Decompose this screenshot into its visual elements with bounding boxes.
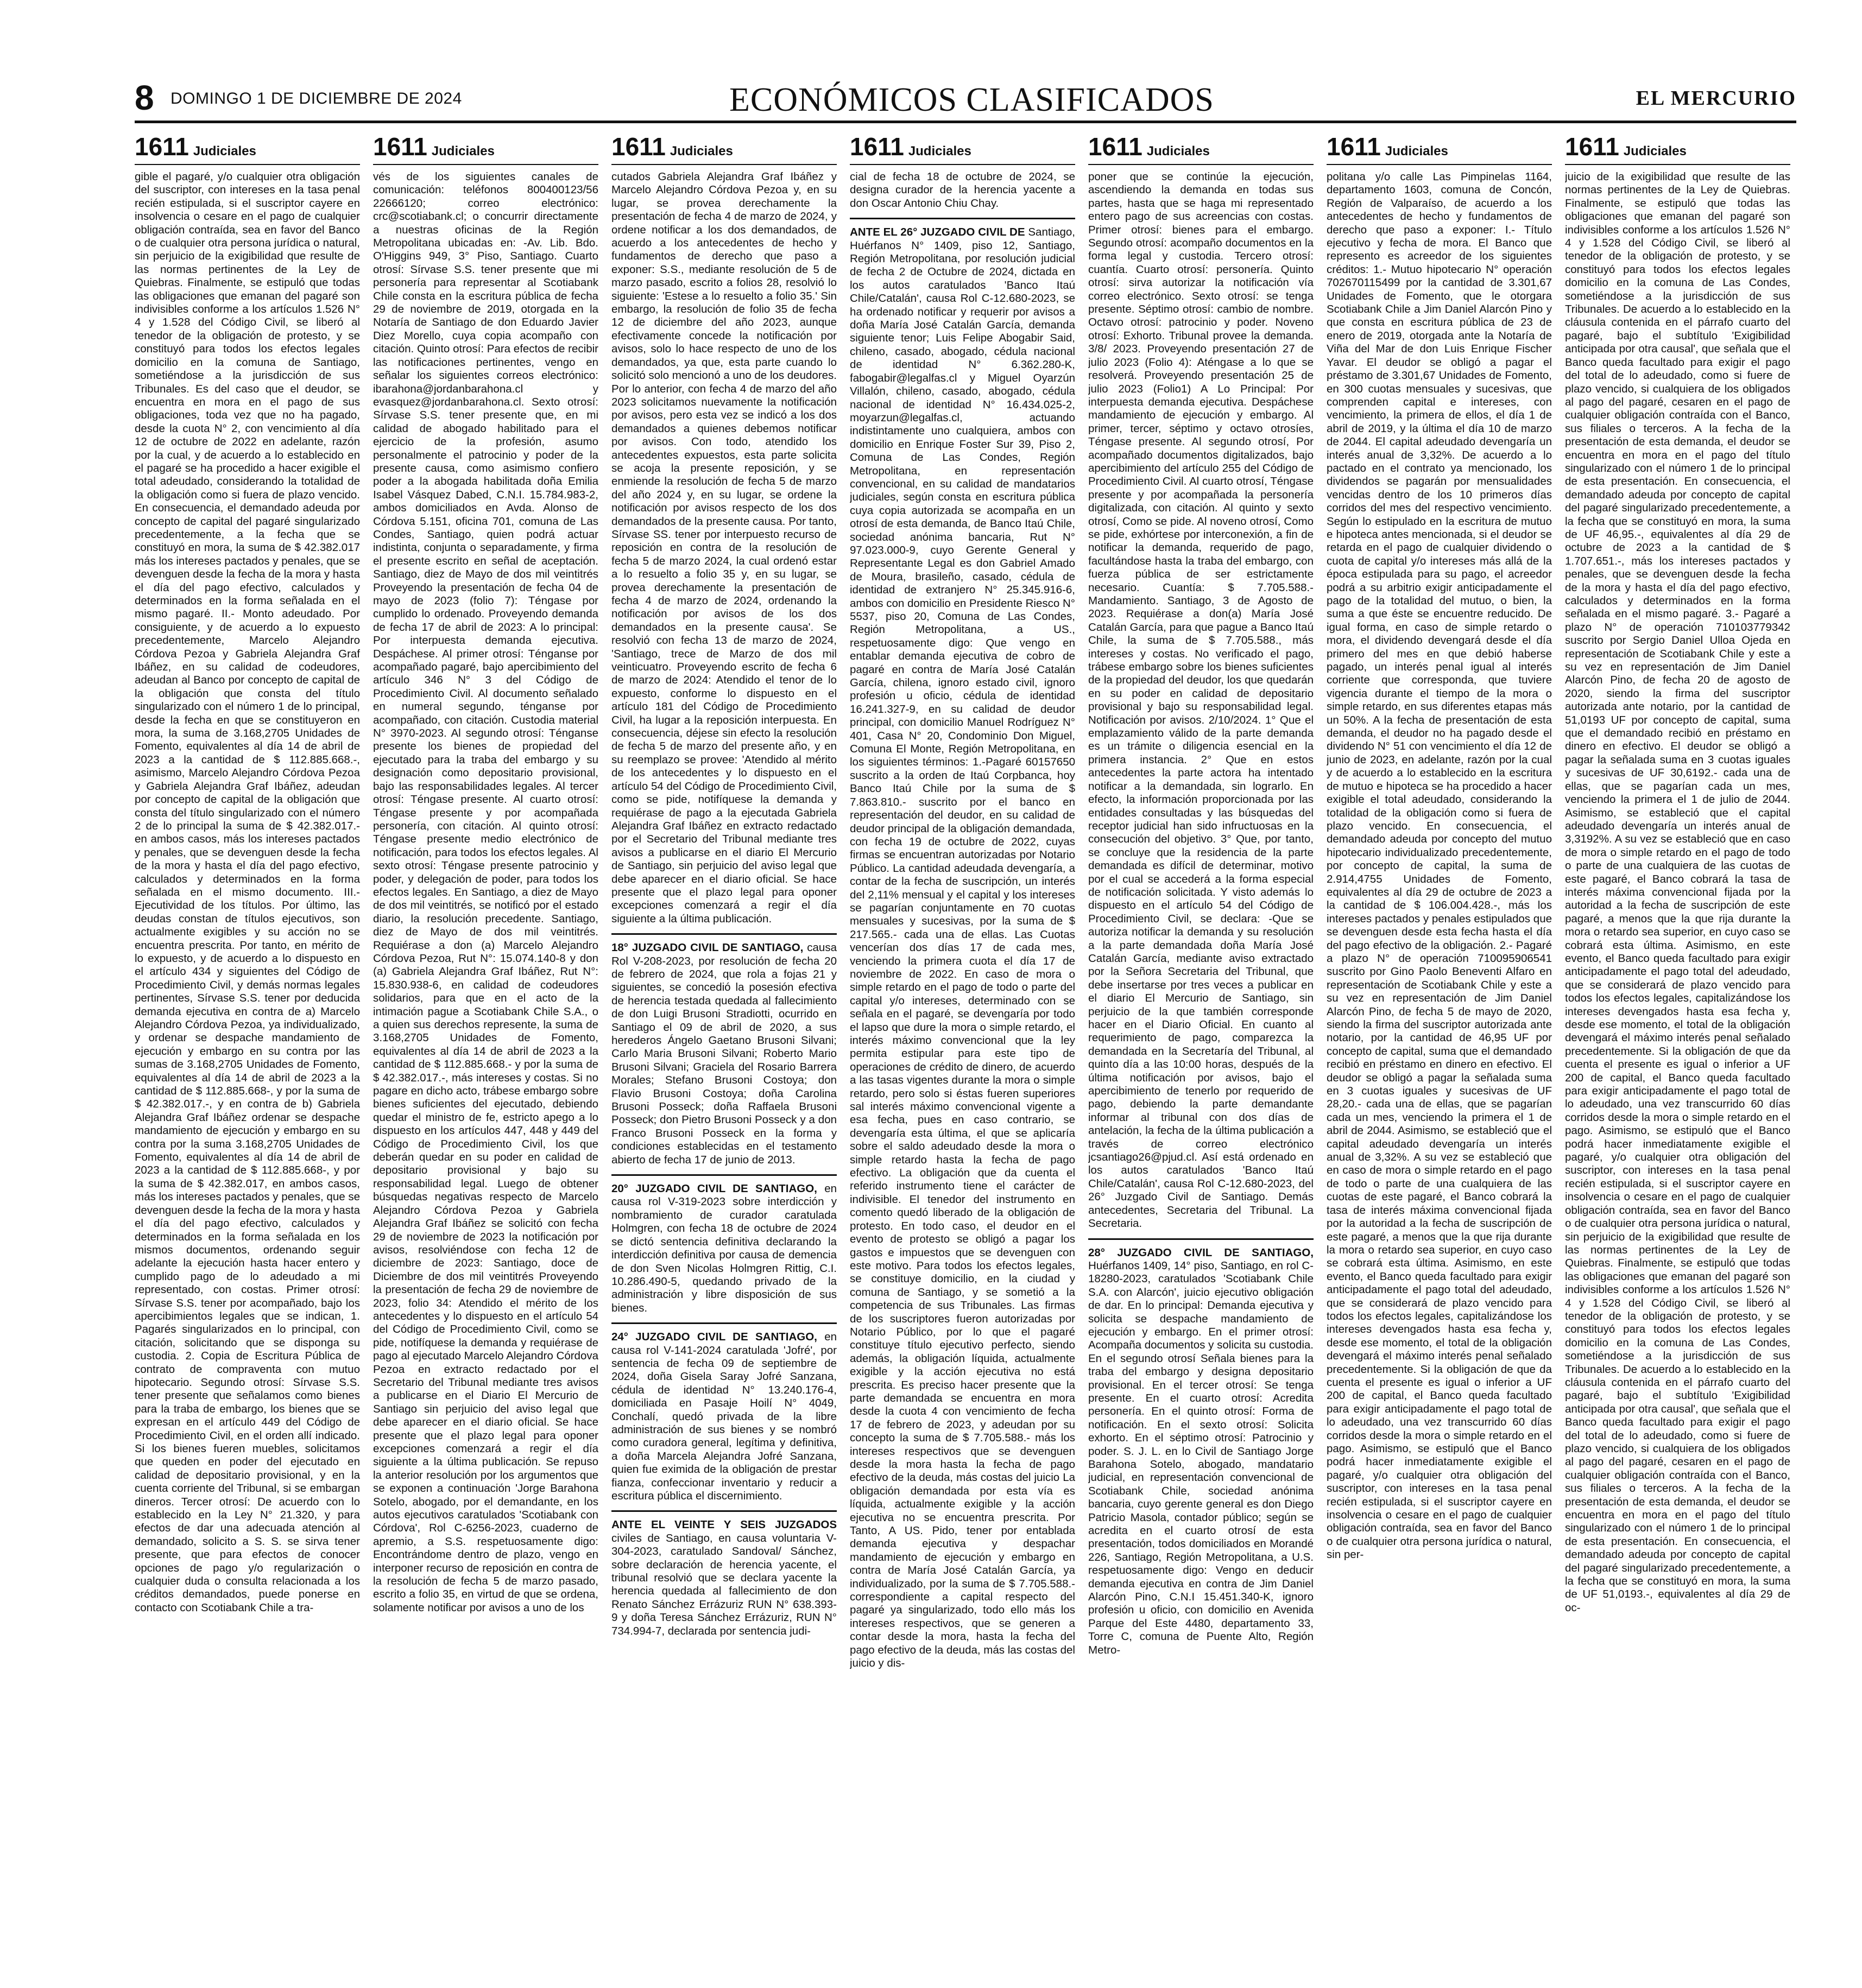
column-body [135,170,360,1615]
notice-text: Huérfanos 1409, 14° piso, Santiago, en rol C-18280-2023, caratulados 'Scotiabank Chile S.A. con Alarcón', juicio ejecutivo obligación de dar. En lo principal: Demanda ejecutiva y solicita se despache mandamiento de ejecución y embargo. En el primer otrosí: Acompaña documentos y solicita su custodia. En el segundo otrosí Señala bienes para la traba del embargo y designa depositario provisional. En el tercer otrosí: Se tenga presente. En el cuarto otrosí: Acredita personería. En el quinto otrosí: Forma de notificación. En el sexto otrosí: Solicita exhorto. En el séptimo otrosí: Patrocinio y poder. S. J. L. en lo Civil de Santiago Jorge Barahona Sotelo, abogado, mandatario judicial, en representación convencional de Scotiabank Chile, sociedad anónima bancaria, cuyo gerente general es don Diego Patricio Masola, contador público; según se acredita en el cuarto otrosí de esta presentación, todos domiciliados en Morandé 226, Santiago, Región Metropolitana, a U.S. respetuosamente digo: Vengo en deducir demanda ejecutiva en contra de Jim Daniel Alarcón Pino, C.N.I 15.451.340-K, ignoro profesión u oficio, con domicilio en Avenida Parque del Este 4480, departamento 33, Torre C, comuna de Puente Alto, Región Metro- [1088,1259,1314,1656]
category-label: Judiciales [670,144,733,159]
column-body [1565,170,1790,1615]
notice-text: politana y/o calle Las Pimpinelas 1164, departamento 1603, comuna de Concón, Región de Valparaíso, de acuerdo a los antecedentes de hecho y fundamentos de derecho que paso a exponer: I.- Título ejecutivo y fecha de mora. El Banco que represento es acreedor de los siguientes créditos: 1.- Mutuo hipotecario N° operación 702670115499 por la cantidad de 3.301,67 Unidades de Fomento, que le otorgara Scotiabank Chile a Jim Daniel Alarcón Pino y que consta en escritura pública de 23 de enero de 2019, otorgada ante la Notaría de Viña del Mar de don Luis Enrique Fischer Yavar. El deudor se obligó a pagar el préstamo de 3.301,67 Unidades de Fomento, en 300 cuotas mensuales y sucesivas, que comprenden capital e intereses, con vencimiento, la primera de ellos, el día 1 de abril de 2019, y la última el día 10 de marzo de 2044. El capital adeudado devengaría un interés anual de 3,32%. De acuerdo a lo pactado en el contrato ya mencionado, los dividendos se pagarán por mensualidades vencidas dentro de los 10 primeros días corridos del mes del respectivo vencimiento. Según lo estipulado en la escritura de mutuo e hipoteca antes mencionada, si el deudor se retarda en el pago de cualquier dividendo o cuota de capital y/o intereses más allá de la época estipulada para su pago, el acreedor podrá a su arbitrio exigir anticipadamente el pago de la totalidad del mutuo, o bien, la suma a que éste se encuentre reducido. De igual forma, en caso de simple retardo o mora, el dividendo devengará desde el día primero del mes en que debió haberse pagado, un interés penal igual al interés corriente que corresponda, que tuviere vigencia durante el tiempo de la mora o simple retardo, en sus diferentes etapas más un 50%. A la fecha de presentación de esta demanda, el deudor no ha pagado desde el dividendo N° 51 con vencimiento el día 12 de junio de 2023, en adelante, razón por la cual y de acuerdo a lo establecido en la escritura de mutuo e hipoteca se ha procedido a hacer exigible el total adeudado, considerando la totalidad de la obligación como si fuera de plazo vencido. En consecuencia, el demandado adeuda por concepto del mutuo hipotecario individualizado precedentemente, por concepto de capital, la suma de 2.914,4755 Unidades de Fomento, equivalentes al día 29 de octubre de 2023 a la cantidad de $ 106.004.428.-, más los intereses pactados y penales estipulados que se devenguen desde esta fecha hasta el día del pago efectivo de la obligación. 2.- Pagaré a plazo N° de operación 710095906541 suscrito por Gino Paolo Beneventi Alfaro en representación de Scotiabank Chile y este a su vez en representación de Jim Daniel Alarcón Pino, de fecha 5 de mayo de 2020, siendo la firma del suscriptor autorizada ante notario, por la cantidad de 46,95 UF por concepto de capital, suma que el demandado recibió en préstamo en dinero en efectivo. El deudor se obligó a pagar la señalada suma en 3 cuotas iguales y sucesivas de UF 28,20.- cada una de ellas, que se pagarían cada un mes, venciendo la primera el 1 de abril de 2044. Asimismo, se estableció que el capital adeudado devengaría un interés anual de 3,32%. A su vez se estableció que en caso de mora o simple retardo en el pago de todo o parte de una cualquiera de las cuotas de este pagaré, el Banco cobrará la tasa de interés máxima convencional fijada por la autoridad a la fecha de suscripción de este pagaré, a menos que la que rija durante la mora o retardo sea superior, en cuyo caso se cobrará esta última. Asimismo, en este evento, el Banco queda facultado para exigir anticipadamente el pago total del adeudado, que se considerará de plazo vencido para todos los efectos legales, capitalizándose los intereses devengados hasta esa fecha y, desde ese momento, el total de la obligación devengará el máximo interés penal señalado precedentemente. Si la obligación de que da cuenta el presente es igual o inferior a UF 200 de capital, el Banco queda facultado para exigir anticipadamente el pago total de lo adeudado, una vez transcurrido 60 días corridos desde la mora o simple retardo en el pago. Asimismo, se estipuló que el Banco podrá hacer inmediatamente exigible el pagaré, y/o cualquier otra obligación del suscriptor, con intereses en la tasa penal recién estipulada, si el suscriptor cayere en insolvencia o cesare en el pago de cualquier obligación contraída, sea en favor del Banco o de cualquier otra persona jurídica o natural, sin per- [1327,170,1552,1561]
column-body [850,170,1075,1670]
column-body [611,170,837,1638]
notice-text: en causa rol V-141-2024 caratulada 'Jofré', por sentencia de fecha 09 de septiembre de 2024, doña Gisela Saray Jofré Sanzana, cédula de identidad N° 13.240.176-4, domiciliada en Pasaje Hoilí N° 4049, Conchalí, quedó privada de la libre administración de sus bienes y se nombró como curadora general, legítima y definitiva, a doña Marcela Alejandra Jofré Sanzana, quien fue eximida de la obligación de prestar fianza, confeccionar inventario y reducir a escritura pública el discernimiento. [611,1331,837,1502]
newspaper-name: EL MERCURIO [1636,87,1796,110]
column-4 [850,130,1075,1976]
legal-notice [850,170,1075,210]
legal-notice [1327,170,1552,1562]
category-code: 1611 [1088,132,1143,161]
category-code: 1611 [135,132,189,161]
column-body [1088,170,1314,1657]
notice-text: civiles de Santiago, en causa voluntaria V-304-2023, caratulado Sandoval/ Sánchez, sobre declaración de herencia yacente, el tribunal resolvió que se declara yacente la herencia quedada al fallecimiento de don Renato Sánchez Errázuriz RUN N° 638.393-9 y doña Teresa Sánchez Errázuriz, RUN N° 734.994-7, declarada por sentencia judi- [611,1531,837,1637]
column-1 [135,130,360,1976]
notice-title: ANTE EL 26° JUZGADO CIVIL DE [850,226,1025,239]
notice-text: juicio de la exigibilidad que resulte de las normas pertinentes de la Ley de Quiebras. Finalmente, se estipuló que todas las obligaciones que emanan del pagaré son indivisibles conforme a los artículos 1.526 N° 4 y 1.528 del Código Civil, se liberó al tenedor de la obligación de protesto, y se constituyó para todos los efectos legales domicilio en la comuna de Las Condes, sometiéndose a la jurisdicción de sus Tribunales. De acuerdo a lo establecido en la cláusula contenida en el párrafo cuarto del pagaré, bajo el subtítulo 'Exigibilidad anticipada por otra causal', que señala que el Banco queda facultado para exigir el pago del total de lo adeudado, como si fuere de plazo vencido, si cualquiera de los obligados al pago del pagaré, cesaren en el pago de cualquier obligación contraída con el Banco, sus filiales o terceros. A la fecha de la presentación de esta demanda, el deudor se encuentra en mora en el pago del título singularizado con el número 1 de lo principal de esta presentación. En consecuencia, el demandado adeuda por concepto de capital del pagaré singularizado precedentemente, a la fecha que se constituyó en mora, la suma de UF 46,95.-, equivalentes al día 29 de octubre de 2023 a la cantidad de $ 1.707.651.-, más los intereses pactados y penales, que se devenguen desde la fecha de la mora y hasta el día del pago efectivo, calculados y determinados en la forma señalada en el mismo pagaré. 3.- Pagaré a plazo N° de operación 710103779342 suscrito por Sergio Daniel Ulloa Ojeda en representación de Scotiabank Chile y este a su vez en representación de Jim Daniel Alarcón Pino, de fecha 20 de agosto de 2020, siendo la firma del suscriptor autorizada ante notario, por la cantidad de 51,0193 UF por concepto de capital, suma que el demandado recibió en préstamo en dinero en efectivo. El deudor se obligó a pagar la señalada suma en 3 cuotas iguales y sucesivas de UF 30,6192.- cada una de ellas, que se pagarían cada un mes, venciendo la primera el 1 de julio de 2044. Asimismo, se estableció que el capital adeudado devengaría un interés anual de 3,3192%. A su vez se estableció que en caso de mora o simple retardo en el pago de todo o parte de una cualquiera de las cuotas de este pagaré, el Banco cobrará la tasa de interés máxima convencional fijada por la autoridad a la fecha de suscripción de este pagaré, a menos que la que rija durante la mora o retardo sea superior, en cuyo caso se cobrará esta última. Asimismo, en este evento, el Banco queda facultado para exigir anticipadamente el pago total del adeudado, que se considerará de plazo vencido para todos los efectos legales, capitalizándose los intereses devengados hasta esa fecha y, desde ese momento, el total de la obligación devengará el máximo interés penal señalado precedentemente. Si la obligación de que da cuenta el presente es igual o inferior a UF 200 de capital, el Banco queda facultado para exigir anticipadamente el pago total de lo adeudado, una vez transcurrido 60 días corridos desde la mora o simple retardo en el pago. Asimismo, se estipuló que el Banco podrá hacer inmediatamente exigible el pagaré, y/o cualquier otra obligación del suscriptor, con intereses en la tasa penal recién estipulada, si el suscriptor cayere en insolvencia o cesare en el pago de cualquier obligación contraída, sea en favor del Banco o de cualquier otra persona jurídica o natural, sin perjuicio de la exigibilidad que resulte de las normas pertinentes de la Ley de Quiebras. Finalmente, se estipuló que todas las obligaciones que emanan del pagaré son indivisibles conforme a los artículos 1.526 N° 4 y 1.528 del Código Civil, se liberó al tenedor de la obligación de protesto, y se constituyó para todos los efectos legales domicilio en la comuna de Las Condes, sometiéndose a la jurisdicción de sus Tribunales. De acuerdo a lo establecido en la cláusula contenida en el párrafo cuarto del pagaré, bajo el subtítulo 'Exigibilidad anticipada por otra causal', que señala que el Banco queda facultado para exigir el pago del total de lo adeudado, como si fuere de plazo vencido, si cualquiera de los obligados al pago del pagaré, cesaren en el pago de cualquier obligación contraída con el Banco, sus filiales o terceros. A la fecha de la presentación de esta demanda, el deudor se encuentra en mora en el pago del título singularizado con el número 1 de lo principal de esta presentación. En consecuencia, el demandado adeuda por concepto de capital del pagaré singularizado precedentemente, a la fecha que se constituyó en mora, la suma de UF 51,0193.-, equivalentes al día 29 de oc- [1565,170,1790,1614]
column-2 [373,130,598,1976]
category-label: Judiciales [193,144,256,159]
notice-divider [611,1322,837,1324]
notice-divider [611,1510,837,1512]
notice-title: 18° JUZGADO CIVIL DE SANTIAGO, [611,941,804,954]
legal-notice [611,1518,837,1638]
legal-notice [850,226,1075,1670]
category-label: Judiciales [1623,144,1687,159]
section-title: ECONÓMICOS CLASIFICADOS [729,81,1214,118]
legal-notice [135,170,360,1615]
notice-text: causa Rol V-208-2023, por resolución de fecha 20 de febrero de 2024, que rola a fojas 21 y siguientes, se concedió la posesión efectiva de herencia testada quedada al fallecimiento de don Luigi Brusoni Stradiotti, ocurrido en Santiago el 09 de abril de 2020, a sus herederos Ángelo Gaetano Brusoni Silvani; Carlo Maria Brusoni Silvani; Roberto Mario Brusoni Silvani; Graciela del Rosario Barrera Morales; Stefano Brusoni Costoya; don Flavio Brusoni Costoya; doña Carolina Brusoni Posseck; doña Raffaela Brusoni Posseck; don Pietro Brusoni Posseck y a don Franco Brusoni Posseck en la forma y condiciones establecidas en el testamento abierto de fecha 17 de junio de 2013. [611,941,837,1166]
notice-text: Santiago, Huérfanos N° 1409, piso 12, Santiago, Región Metropolitana, por resolución judicial de fecha 2 de Octubre de 2024, dictada en los autos caratulados 'Banco Itaú Chile/Catalán', causa Rol C-12.680-2023, se ha ordenado notificar y requerir por avisos a doña María José Catalán García, demanda siguiente tenor; Luis Felipe Abogabir Said, chileno, casado, abogado, cédula nacional de identidad N° 6.362.280-K, fabogabir@legalfas.cl y Miguel Oyarzún Villalón, chileno, casado, abogado, cédula nacional de identidad N° 16.434.025-2, moyarzun@legalfas.cl, actuando indistintamente uno cualquiera, ambos con domicilio en Enrique Foster Sur 39, Piso 2, Comuna de Las Condes, Región Metropolitana, en representación convencional, en su calidad de mandatarios judiciales, según consta en escritura pública cuya copia autorizada se acompaña en un otrosí de esta demanda, de Banco Itaú Chile, sociedad anónima bancaria, Rut N° 97.023.000-9, cuyo Gerente General y Representante Legal es don Gabriel Amado de Moura, brasileño, casado, cédula de identidad de extranjero N° 25.345.916-6, ambos con domicilio en Presidente Riesco N° 5537, piso 20, Comuna de Las Condes, Región Metropolitana, a US., respetuosamente digo: Que vengo en entablar demanda ejecutiva de cobro de pagaré en contra de María José Catalán García, chilena, ignoro estado civil, ignoro profesión u oficio, cédula de identidad 16.241.327-9, en su calidad de deudor principal, con domicilio Manuel Rodríguez N° 401, Casa N° 20, Condominio Don Miguel, Comuna El Monte, Región Metropolitana, en los siguientes términos: 1.-Pagaré 60157650 suscrito a la orden de Itaú Corpbanca, hoy Banco Itaú Chile por la suma de $ 7.863.810.- suscrito por el banco en representación del deudor, en su calidad de deudor principal de la obligación demandada, con fecha 19 de octubre de 2022, cuyas firmas se encuentran autorizadas por Notario Público. La cantidad adeudada devengaría, a contar de la fecha de suscripción, un interés del 2,11% mensual y el capital y los intereses se pagarían conjuntamente en 70 cuotas mensuales y sucesivas, por la suma de $ 217.565.- cada una de ellas. Las Cuotas vencerían dos días 17 de cada mes, venciendo la primera cuota el día 17 de noviembre de 2022. En caso de mora o simple retardo en el pago de todo o parte del capital y/o intereses, determinado con se señala en el pagaré, se devengaría por todo el lapso que dure la mora o simple retardo, el interés máximo convencional que la ley permita estipular para este tipo de operaciones de crédito de dinero, de acuerdo a las tasas vigentes durante la mora o simple retardo, pero solo si éstas fueren superiores sal interés máximo convencional vigente a esa fecha, pues en caso contrario, se devengaría esta última, el que se aplicaría sobre el saldo adeudado desde la mora o simple retardo hasta la fecha de pago efectivo. La obligación que da cuenta el referido instrumento tiene el carácter de indivisible. El tenedor del instrumento en comento quedó liberado de la obligación de protesto. En todo caso, el deudor en el evento de protesto se obligó a pagar los gastos e impuestos que se devenguen con este motivo. Para todos los efectos legales, se constituye domicilio, en la ciudad y comuna de Santiago, y se sometió a la competencia de sus Tribunales. Las firmas de los suscriptores fueron autorizadas por Notario Público, por lo que el pagaré constituye título ejecutivo perfecto, siendo además, la obligación líquida, actualmente exigible y la acción ejecutiva no está prescrita. Es preciso hacer presente que la parte demandada se encuentra en mora desde la cuota 4 con vencimiento de fecha 17 de febrero de 2023, y adeudan por su concepto la suma de $ 7.705.588.- más los intereses respectivos que se devenguen desde la mora hasta la fecha de pago efectivo de la deuda, más costas del juicio La obligación demandada por esta vía es líquida, actualmente exigible y la acción ejecutiva no se encuentra prescrita. Por Tanto, A US. Pido, tener por entablada demanda ejecutiva y despachar mandamiento de ejecución y embargo en contra de María José Catalán García, ya individualizado, por la suma de $ 7.705.588.- correspondiente a capital respecto del pagaré ya singularizado, todo ello más los intereses respectivos, que se generen a contar desde la mora, hasta la fecha del pago efectivo de la deuda, más las costas del juicio y dis- [850,226,1075,1670]
legal-notice [1088,1246,1314,1657]
legal-notice [1565,170,1790,1615]
notice-divider [850,218,1075,219]
category-code: 1611 [1327,132,1381,161]
notice-divider [611,933,837,935]
column-3 [611,130,837,1976]
notice-title: 20° JUZGADO CIVIL DE SANTIAGO, [611,1182,817,1195]
category-label: Judiciales [431,144,495,159]
column-7 [1565,130,1790,1976]
category-label: Judiciales [1146,144,1210,159]
notice-text: poner que se continúe la ejecución, ascendiendo la demanda en todas sus partes, hasta que se haga mi representado entero pago de sus acreencias con costas. Primer otrosí: bienes para el embargo. Segundo otrosí: acompaño documentos en la forma legal y custodia. Tercero otrosí: cuantía. Cuarto otrosí: personería. Quinto otrosí: sirva autorizar la notificación vía correo electrónico. Sexto otrosí: se tenga presente. Séptimo otrosí: cambio de nombre. Octavo otrosí: patrocinio y poder. Noveno otrosí: Exhorto. Tribunal provee la demanda. 3/8/ 2023. Proveyendo presentación 27 de julio 2023 (Folio 4): Aténgase a lo que se resolverá. Proveyendo presentación 25 de julio 2023 (Folio1) A Lo Principal: Por interpuesta demanda ejecutiva. Despáchese mandamiento de ejecución y embargo. Al primer, tercer, séptimo y octavo otrosíes, Téngase presente. Al segundo otrosí, Por acompañado documentos digitalizados, bajo apercibimiento del artículo 255 del Código de Procedimiento Civil. Al cuarto otrosí, Téngase presente y por acompañada la personería digitalizada, con citación. Al quinto y sexto otrosí, Como se pide. Al noveno otrosí, Como se pide, exhórtese por interconexión, a fin de notificar la demanda, requerido de pago, facultándose hasta la traba del embargo, con fuerza pública de ser estrictamente necesario. Cuantía: $ 7.705.588.- Mandamiento. Santiago, 3 de Agosto de 2023. Requiérase a don(a) María José Catalán García, para que pague a Banco Itaú Chile, la suma de $ 7.705.588., más intereses y costas. No verificado el pago, trábese embargo sobre los bienes suficientes de la propiedad del deudor, los que quedarán en su poder en calidad de depositario provisional y bajo su responsabilidad legal. Notificación por avisos. 2/10/2024. 1° Que el emplazamiento válido de la parte demanda es un trámite o diligencia esencial en la primera instancia. 2° Que en estos antecedentes la parte actora ha intentado notificar a la demandada, sin lograrlo. En efecto, la información proporcionada por las entidades consultadas y las búsquedas del receptor judicial han sido infructuosas en la consecución del objetivo. 3° Que, por tanto, se concluye que la residencia de la parte demandada es difícil de determinar, motivo por el cual se accederá a la forma especial de notificación solicitada. Y visto además lo dispuesto en el artículo 54 del Código de Procedimiento Civil, se declara: -Que se autoriza notificar la demanda y su resolución a la parte demandada doña María José Catalán García, mediante aviso extractado por la Señora Secretaria del Tribunal, que debe insertarse por tres veces a publicar en el diario El Mercurio de Santiago, sin perjuicio de la que también corresponde hacer en el Diario Oficial. En cuanto al requerimiento de pago, comparezca la demandada en la Secretaría del Tribunal, al quinto día a las 10:00 horas, después de la última notificación por avisos, bajo el apercibimiento de tenerlo por requerido de pago, debiendo la parte demandante informar al tribunal con dos días de antelación, la fecha de la última publicación a través de correo electrónico jcsantiago26@pjud.cl. Así está ordenado en los autos caratulados 'Banco Itaú Chile/Catalán', causa Rol C-12.680-2023, del 26° Juzgado Civil de Santiago. Demás antecedentes, Secretaria del Tribunal. La Secretaria. [1088,170,1314,1230]
notice-text: vés de los siguientes canales de comunicación: teléfonos 800400123/56 22666120; correo electrónico: crc@scotiabank.cl; o concurrir directamente a nuestras oficinas de la Región Metropolitana ubicadas en: -Av. Lib. Bdo. O'Higgins 949, 3° Piso, Santiago. Cuarto otrosí: Sírvase S.S. tener presente que mi personería para representar al Scotiabank Chile consta en la escritura pública de fecha 29 de noviembre de 2019, otorgada en la Notaría de Santiago de don Eduardo Javier Diez Morello, cuya copia acompaño con citación. Quinto otrosí: Para efectos de recibir las notificaciones pertinentes, vengo en señalar los siguientes correos electrónico: ibarahona@jordanbarahona.cl y evasquez@jordanbarahona.cl. Sexto otrosí: Sírvase S.S. tener presente que, en mi calidad de abogado habilitado para el ejercicio de la profesión, asumo personalmente el patrocinio y poder de la presente causa, como asimismo confiero poder a la abogada habilitada doña Emilia Isabel Vásquez Dabed, C.N.I. 15.784.983-2, ambos domiciliados en Avda. Alonso de Córdova 5.151, oficina 701, comuna de Las Condes, Santiago, quien podrá actuar indistinta, conjunta o separadamente, y firma el presente escrito en señal de aceptación. Santiago, diez de Mayo de dos mil veintitrés Proveyendo la presentación de fecha 04 de mayo de 2023 (folio 7): Téngase por cumplido lo ordenado. Proveyendo demanda de fecha 17 de abril de 2023: A lo principal: Por interpuesta demanda ejecutiva. Despáchese. Al primer otrosí: Ténganse por acompañado pagaré, bajo apercibimiento del artículo 346 N° 3 del Código de Procedimiento Civil. Al documento señalado en numeral segundo, ténganse por acompañado, con citación. Custodia material N° 3970-2023. Al segundo otrosí: Ténganse presente los bienes de propiedad del ejecutado para la traba del embargo y su designación como depositario provisional, bajo las responsabilidades legales. Al tercer otrosí: Téngase presente. Al cuarto otrosí: Téngase presente y por acompañada personería, con citación. Al quinto otrosí: Téngase presente medio electrónico de notificación, para todos los efectos legales. Al sexto otrosí: Téngase presente patrocinio y poder, y delegación de poder, para todos los efectos legales. En Santiago, a diez de Mayo de dos mil veintitrés, se notificó por el estado diario, la resolución precedente. Santiago, diez de Mayo de dos mil veintitrés. Requiérase a don (a) Marcelo Alejandro Córdova Pezoa, Rut N°: 15.074.140-8 y don (a) Gabriela Alejandra Graf Ibáñez, Rut N°: 15.830.938-6, en calidad de codeudores solidarios, para que en el acto de la intimación pague a Scotiabank Chile S.A., o a quien sus derechos represente, la suma de 3.168,2705 Unidades de Fomento, equivalentes al día 14 de abril de 2023 a la cantidad de $ 112.885.668.- y por la suma de $ 42.382.017.-, más intereses y costas. Si no pagare en dicho acto, trábese embargo sobre bienes suficientes del ejecutado, debiendo quedar el ministro de fe, estricto apego a lo dispuesto en los artículos 447, 448 y 449 del Código de Procedimiento Civil, los que deberán quedar en su poder en calidad de depositario provisional y bajo su responsabilidad legal. Luego de obtener búsquedas negativas respecto de Marcelo Alejandro Córdova Pezoa y Gabriela Alejandra Graf Ibáñez se solicitó con fecha 29 de noviembre de 2023 la notificación por avisos, resolviéndose con fecha 12 de diciembre de 2023: Santiago, doce de Diciembre de dos mil veintitrés Proveyendo la presentación de fecha 29 de noviembre de 2023, folio 34: Atendido el mérito de los antecedentes y lo dispuesto en el artículo 54 del Código de Procedimiento Civil, como se pide, notifíquese la demanda y requiérase de pago al ejecutado Marcelo Alejandro Córdova Pezoa en extracto redactado por el Secretario del Tribunal mediante tres avisos a publicarse en el Diario El Mercurio de Santiago sin perjuicio del aviso legal que debe aparecer en el diario oficial. Se hace presente que el plazo legal para oponer excepciones comenzará a regir el día siguiente a la última publicación. Se repuso la anterior resolución por los argumentos que se exponen a continuación 'Jorge Barahona Sotelo, abogado, por el demandante, en los autos ejecutivos caratulados 'Scotiabank con Córdova', Rol C-6256-2023, cuaderno de apremio, a S.S. respetuosamente digo: Encontrándome dentro de plazo, vengo en interponer recurso de reposición en contra de la resolución de fecha 5 de marzo pasado, escrito a folio 35, en virtud de que se ordena, solamente notificar por avisos a uno de los [373,170,598,1614]
issue-date: DOMINGO 1 DE DICIEMBRE DE 2024 [171,90,462,107]
notice-divider [611,1174,837,1176]
notice-title: 24° JUZGADO CIVIL DE SANTIAGO, [611,1331,817,1344]
category-code: 1611 [373,132,427,161]
category-code: 1611 [850,132,904,161]
legal-notice [611,170,837,926]
notice-title: 28° JUZGADO CIVIL DE SANTIAGO, [1088,1246,1314,1259]
column-header [611,130,837,165]
category-label: Judiciales [1385,144,1448,159]
legal-notice [1088,170,1314,1231]
column-header [135,130,360,165]
page-number: 8 [135,78,154,117]
column-header [1327,130,1552,165]
notice-text: en causa rol V-319-2023 sobre interdicción y nombramiento de curador caratulada Holmgren, con fecha 18 de octubre de 2024 se dictó sentencia definitiva declarando la interdicción definitiva por causa de demencia de don Sven Nicolas Holmgren Rittig, C.I. 10.286.490-5, quedando privado de la administración y libre disposición de sus bienes. [611,1182,837,1314]
notice-text: gible el pagaré, y/o cualquier otra obligación del suscriptor, con intereses en la tasa penal recién estipulada, si el suscriptor cayere en insolvencia o cesare en el pago de cualquier obligación contraída, sea en favor del Banco o de cualquier otra persona jurídica o natural, sin perjuicio de la exigibilidad que resulte de las normas pertinentes de la Ley de Quiebras. Finalmente, se estipuló que todas las obligaciones que emanan del pagaré son indivisibles conforme a los artículos 1.526 N° 4 y 1.528 del Código Civil, se liberó al tenedor de la obligación de protesto, y se constituyó para todos los efectos legales domicilio en la comuna de Santiago, sometiéndose a la jurisdicción de sus Tribunales. Es del caso que el deudor, se encuentra en mora en el pago de sus obligaciones, toda vez que no ha pagado, desde la cuota N° 2, con vencimiento al día 12 de octubre de 2022 en adelante, razón por la cual, y de acuerdo a lo establecido en el pagaré se ha procedido a hacer exigible el total adeudado, considerando la totalidad de la obligación como si fuera de plazo vencido. En consecuencia, el demandado adeuda por concepto de capital del pagaré singularizado precedentemente, a la fecha que se constituyó en mora, la suma de $ 42.382.017 más los intereses pactados y penales, que se devenguen desde la fecha de la mora y hasta el día del pago efectivo, calculados y determinados en la forma señalada en el mismo pagaré. II.- Monto adeudado. Por consiguiente, y de acuerdo a lo expuesto precedentemente, Marcelo Alejandro Córdova Pezoa y Gabriela Alejandra Graf Ibáñez, en su calidad de codeudores, adeudan al Banco por concepto de capital de la obligación que consta del título singularizado con el número 1 de lo principal, desde la fecha en que se constituyeron en mora, la suma de 3.168,2705 Unidades de Fomento, equivalentes al día 14 de abril de 2023 a la cantidad de $ 112.885.668.-, asimismo, Marcelo Alejandro Córdova Pezoa y Gabriela Alejandra Graf Ibáñez, adeudan por concepto de capital de la obligación que consta del título singularizado con el número 2 de lo principal la suma de $ 42.382.017.- en ambos casos, más los intereses pactados y penales, que se devenguen desde la fecha de la mora y hasta el día del pago efectivo, calculados y determinados en la forma señalada en el mismo documento. III.- Ejecutividad de los títulos. Por último, las deudas constan de títulos ejecutivos, son actualmente exigibles y su acción no se encuentra prescrita. Por tanto, en mérito de lo expuesto, y de acuerdo a lo dispuesto en el artículo 434 y siguientes del Código de Procedimiento Civil, y demás normas legales pertinentes, Sírvase S.S. tener por deducida demanda ejecutiva en contra de a) Marcelo Alejandro Córdova Pezoa, ya individualizado, y ordenar se despache mandamiento de ejecución y embargo en su contra por las sumas de 3.168,2705 Unidades de Fomento, equivalentes al día 14 de abril de 2023 a la cantidad de $ 112.885.668-, y por la suma de $ 42.382.017.-, y en contra de b) Gabriela Alejandra Graf Ibáñez ordenar se despache mandamiento de ejecución y embargo en su contra por la suma 3.168,2705 Unidades de Fomento, equivalentes al día 14 de abril de 2023 a la cantidad de $ 112.885.668-, y por la suma de $ 42.382.017, en ambos casos, más los intereses pactados y penales, que se devenguen desde la fecha de la mora y hasta el día del pago efectivo, calculados y determinados en la forma señalada en los mismos documentos, ordenando seguir adelante la ejecución hasta hacer entero y cumplido pago de lo adeudado a mi representado, con costas. Primer otrosí: Sírvase S.S. tener por acompañado, bajo los apercibimientos legales que se indican, 1. Pagarés singularizados en lo principal, con citación, solicitando que se disponga su custodia. 2. Copia de Escritura Pública de contrato de compraventa con mutuo hipotecario. Segundo otrosí: Sírvase S.S. tener presente que señalamos como bienes para la traba de embargo, los bienes que se expresan en el artículo 449 del Código de Procedimiento Civil, en el orden allí indicado. Si los bienes fueren muebles, solicitamos que queden en poder del ejecutado en calidad de depositario provisional, y en la cuenta corriente del Tribunal, si se embargan dineros. Tercer otrosí: De acuerdo con lo establecido en la Ley N° 21.320, y para efectos de dar una adecuada atención al demandado, solicito a S. S. se sirva tener presente, que para efectos de conocer opciones de pago y/o regularización o cualquier duda o consulta relacionada a los créditos demandados, puede ponerse en contacto con Scotiabank Chile a tra- [135,170,360,1614]
notice-title: ANTE EL VEINTE Y SEIS JUZGADOS [611,1518,837,1531]
category-code: 1611 [611,132,666,161]
header-rule [135,121,1796,123]
column-header [850,130,1075,165]
legal-notice [611,941,837,1167]
legal-notice [611,1331,837,1503]
column-header [1088,130,1314,165]
column-header [373,130,598,165]
column-body [373,170,598,1615]
column-5 [1088,130,1314,1976]
category-code: 1611 [1565,132,1619,161]
column-body [1327,170,1552,1562]
notice-text: cutados Gabriela Alejandra Graf Ibáñez y Marcelo Alejandro Córdova Pezoa y, en su lugar, se provea derechamente la presentación de fecha 4 de marzo de 2024, y ordene notificar a los dos demandados, de acuerdo a los antecedentes de hecho y fundamentos de derecho que paso a exponer: S.S., mediante resolución de 5 de marzo pasado, escrito a folios 28, resolvió lo siguiente: 'Estese a lo resuelto a folio 35.' Sin embargo, la resolución de folio 35 de fecha 12 de diciembre del año 2023, aunque efectivamente concede la notificación por avisos, solo lo hace respecto de uno de los demandados, ya que, esta parte cuando lo solicitó solo mencionó a uno de los deudores. Por lo anterior, con fecha 4 de marzo del año 2023 solicitamos nuevamente la notificación por avisos, pero esta vez se indicó a los dos demandados a quienes debemos notificar por avisos. Con todo, atendido los antecedentes expuestos, esta parte solicita se acoja la presente reposición, y se enmiende la resolución de fecha 5 de marzo del año 2024 y, en su lugar, se ordene la notificación por avisos respecto de los dos demandados de la presente causa. Por tanto, Sírvase SS. tener por interpuesto recurso de reposición en contra de la resolución de fecha 5 de marzo 2024, la cual ordenó estar a lo resuelto a folio 35 y, en su lugar, se provea derechamente la presentación de fecha 4 de marzo de 2024, ordenando la notificación por avisos de los dos demandados en la presente causa'. Se resolvió con fecha 13 de marzo de 2024, 'Santiago, trece de Marzo de dos mil veinticuatro. Proveyendo escrito de fecha 6 de marzo de 2024: Atendido el tenor de lo expuesto, conforme lo dispuesto en el artículo 181 del Código de Procedimiento Civil, ha lugar a la reposición interpuesta. En consecuencia, déjese sin efecto la resolución de fecha 5 de marzo del presente año, y en su reemplazo se provee: 'Atendido al mérito de los antecedentes y lo dispuesto en el artículo 54 del Código de Procedimiento Civil, como se pide, notifíquese la demanda y requiérase de pago a la ejecutada Gabriela Alejandra Graf Ibáñez en extracto redactado por el Secretario del Tribunal mediante tres avisos a publicarse en el diario El Mercurio de Santiago, sin perjuicio del aviso legal que debe aparecer en el diario oficial. Se hace presente que el plazo legal para oponer excepciones comenzará a regir el día siguiente a la última publicación. [611,170,837,925]
notice-divider [1088,1238,1314,1240]
column-6 [1327,130,1552,1976]
category-label: Judiciales [908,144,971,159]
column-header [1565,130,1790,165]
legal-notice [373,170,598,1615]
legal-notice [611,1182,837,1315]
notice-text: cial de fecha 18 de octubre de 2024, se designa curador de la herencia yacente a don Oscar Antonio Chiu Chay. [850,170,1075,210]
